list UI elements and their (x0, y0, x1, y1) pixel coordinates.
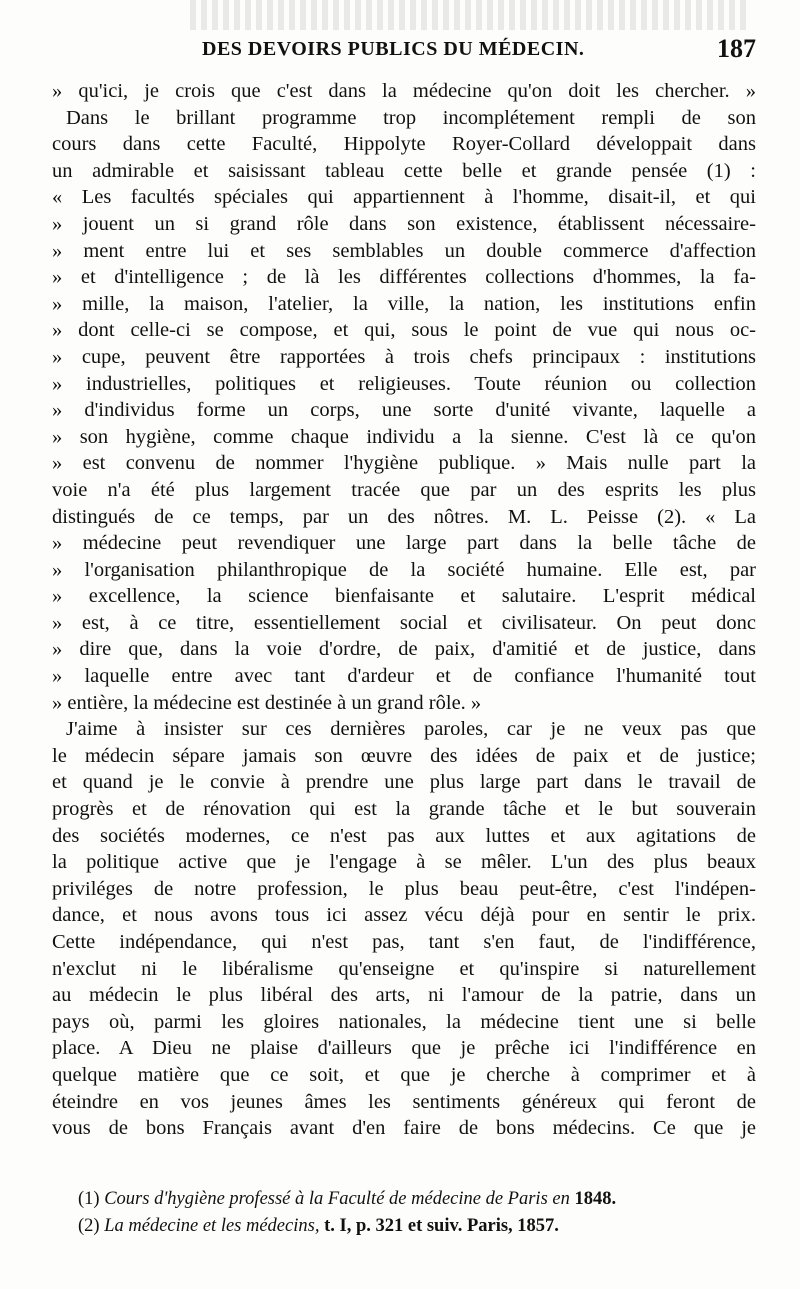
text-line: un admirable et saisissant tableau cette belle et grande pensée (1) : (52, 159, 756, 182)
text-line: » est convenu de nommer l'hygiène publique. » Mais nulle part la (52, 452, 756, 475)
running-title: DES DEVOIRS PUBLICS DU MÉDECIN. (202, 38, 585, 60)
footnote-title: Cours d'hygiène professé à la Faculté de médecine de Paris en (104, 1189, 570, 1209)
text-line: distingués de ce temps, par un des nôtres. M. L. Peisse (2). « La (52, 505, 756, 528)
text-line: Dans le brillant programme trop incomplétement rempli de son (66, 106, 756, 129)
footnote-mark: (2) (78, 1216, 100, 1236)
text-line: » excellence, la science bienfaisante et salutaire. L'esprit médical (52, 585, 756, 608)
text-line: » d'individus forme un corps, une sorte d'unité vivante, laquelle a (52, 399, 756, 422)
text-line: n'exclut ni le libéralisme qu'enseigne et qu'inspire si naturellement (52, 957, 756, 980)
text-line: » jouent un si grand rôle dans son existence, établissent nécessaire- (52, 212, 756, 235)
text-line: » mille, la maison, l'atelier, la ville, la nation, les institutions enfin (52, 292, 756, 315)
text-line: cours dans cette Faculté, Hippolyte Royer-Collard développait dans (52, 133, 756, 156)
page-number: 187 (717, 34, 756, 63)
footnote-detail: t. I, p. 321 et suiv. Paris, 1857. (324, 1216, 559, 1236)
bleed-through-texture (190, 0, 750, 30)
footnote-1 (78, 1186, 756, 1213)
text-line: J'aime à insister sur ces dernières paroles, car je ne veux pas que (66, 718, 756, 741)
text-line: » médecine peut revendiquer une large part dans la belle tâche de (52, 532, 756, 555)
text-line: Cette indépendance, qui n'est pas, tant s'en faut, de l'indifférence, (52, 931, 756, 953)
text-line: et quand je le convie à prendre une plus large part dans le travail de (52, 771, 756, 794)
text-line: « Les facultés spéciales qui appartiennent à l'homme, disait-il, et qui (52, 186, 756, 209)
footnote-detail: 1848. (574, 1189, 617, 1209)
text-line: des sociétés modernes, ce n'est pas aux luttes et aux agitations de (52, 824, 756, 847)
text-line: » l'organisation philanthropique de la société humaine. Elle est, par (52, 558, 756, 581)
text-line: » son hygiène, comme chaque individu a la sienne. C'est là ce qu'on (52, 425, 756, 448)
text-line: éteindre en vos jeunes âmes les sentiments généreux qui feront de (52, 1090, 756, 1113)
text-line: » ment entre lui et ses semblables un double commerce d'affection (52, 239, 756, 262)
text-line: quelque matière que ce soit, et que je cherche à comprimer et à (52, 1063, 756, 1086)
text-line: la politique active que je l'engage à se mêler. L'un des plus beaux (52, 851, 756, 874)
text-line: » industrielles, politiques et religieuses. Toute réunion ou collection (52, 372, 756, 395)
text-line: voie n'a été plus largement tracée que par un des esprits les plus (52, 478, 756, 501)
text-line: » et d'intelligence ; de là les différentes collections d'hommes, la fa- (52, 266, 756, 289)
text-line: » entière, la médecine est destinée à un grand rôle. » (52, 691, 482, 714)
footnote-title: La médecine et les médecins, (104, 1216, 320, 1236)
text-line: » cupe, peuvent être rapportées à trois chefs principaux : institutions (52, 345, 756, 368)
text-line: » qu'ici, je crois que c'est dans la médecine qu'on doit les chercher. » (52, 80, 756, 102)
text-line: pays où, parmi les gloires nationales, la médecine tient une si belle (52, 1010, 756, 1033)
text-line: progrès et de rénovation qui est la grande tâche et le but souverain (52, 798, 756, 821)
text-line: » est, à ce titre, essentiellement social et civilisateur. On peut donc (52, 611, 756, 634)
text-line: vous de bons Français avant d'en faire de bons médecins. Ce que je (52, 1117, 756, 1140)
text-line: place. A Dieu ne plaise d'ailleurs que je prêche ici l'indifférence en (52, 1037, 756, 1060)
text-line: dance, et nous avons tous ici assez vécu déjà pour en sentir le prix. (52, 904, 756, 927)
text-line: au médecin le plus libéral des arts, ni l'amour de la patrie, dans un (52, 984, 756, 1007)
text-line: priviléges de notre profession, le plus beau peut-être, c'est l'indépen- (52, 877, 756, 900)
text-line: » dont celle-ci se compose, et qui, sous le point de vue qui nous oc- (52, 319, 756, 342)
text-line: » dire que, dans la voie d'ordre, de paix, d'amitié et de justice, dans (52, 638, 756, 661)
page-header (52, 34, 756, 68)
body-text (52, 78, 756, 1142)
footnote-mark: (1) (78, 1189, 100, 1209)
text-line: » laquelle entre avec tant d'ardeur et de confiance l'humanité tout (52, 665, 756, 688)
footnotes (78, 1186, 756, 1240)
footnote-2 (78, 1213, 756, 1240)
text-line: le médecin sépare jamais son œuvre des idées de paix et de justice; (52, 744, 756, 767)
